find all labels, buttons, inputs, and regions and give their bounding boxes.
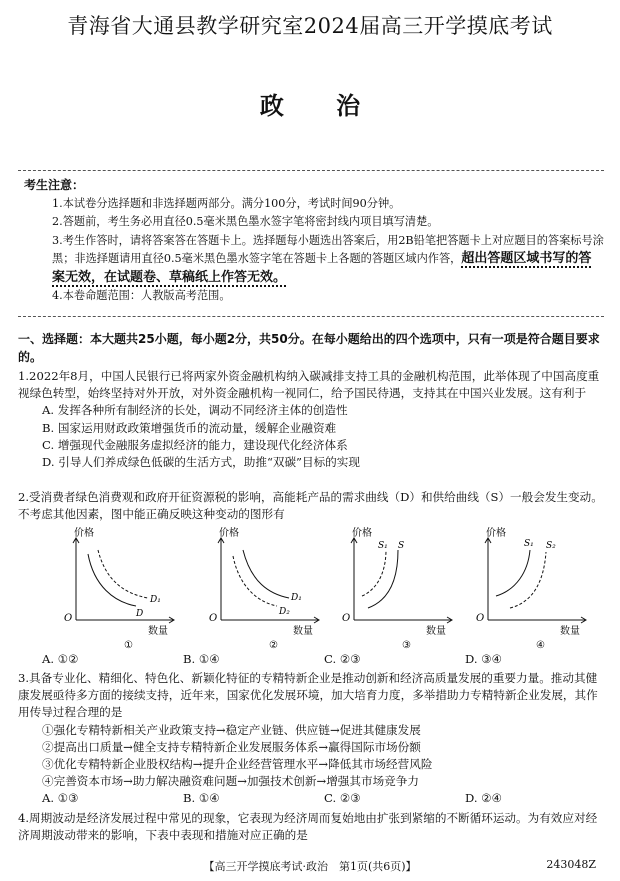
graph-3	[342, 524, 472, 650]
option-b: B. ①④	[183, 652, 220, 666]
divider-bottom	[18, 316, 604, 317]
notice-box	[24, 176, 604, 306]
graph-ylabel: 价格	[486, 528, 506, 539]
notice-item	[24, 287, 604, 306]
option-c: C. 增强现代金融服务虚拟经济的能力，建设现代化经济体系	[42, 437, 348, 452]
notice-heading: 考生注意：	[24, 178, 85, 192]
question-stem: 1.2022年8月，中国人民银行已将两家外资金融机构纳入碳减排支持工具的金融机构范围，此举体现了中国高度重视绿色转型，始终坚持对外开放，对外资金融机构一视同仁，给予国民待遇，支持其在中国兴业发展。这有利于	[18, 369, 600, 401]
option-c: C. ②③	[324, 652, 361, 666]
option-a: A. ①③	[42, 791, 79, 806]
curve-a-label: D	[136, 609, 144, 619]
footer-code: 243048Z	[546, 858, 596, 871]
notice-item-number: 2.	[52, 215, 63, 228]
subject-title: 政 治	[259, 91, 361, 120]
curve-b-label: S₂	[546, 541, 556, 551]
curve-b-label: S	[398, 541, 405, 551]
footer-text: 【高三开学摸底考试·政治 第1页(共6页)】	[203, 860, 417, 873]
curve-a	[496, 550, 530, 596]
graph-row	[64, 524, 612, 650]
question-stem: 3.具备专业化、精细化、特色化、新颖化特征的专精特新企业是推动创新和经济高质量发展的重要力量。推动其健康发展亟待多方面的接续支持，近年来，国家优化发展环境，加大培育力度，多举措助力专精特新企业发展，其作用传导过程合理的是	[18, 671, 598, 720]
notice-item-number: 3.	[52, 233, 63, 247]
curve-a	[88, 554, 136, 606]
graph-4	[476, 524, 606, 650]
curve-b	[233, 556, 277, 606]
notice-emphasis: 超出答题区域书写的答案无效，在试题卷、草稿纸上作答无效。	[52, 251, 592, 285]
option-d: D. ②④	[465, 791, 503, 806]
statement-1: ①强化专精特新相关产业政策支持→稳定产业链、供应链→促进其健康发展	[42, 722, 421, 737]
question-2	[18, 489, 606, 523]
divider-top	[18, 170, 604, 171]
graph-ylabel: 价格	[74, 528, 94, 539]
option-b: B. ①④	[183, 791, 220, 806]
origin-label: O	[342, 613, 351, 624]
question-stem: 2.受消费者绿色消费观和政府开征资源税的影响，高能耗产品的需求曲线（D）和供给曲线（S）一般会发生变动。不考虑其他因素，图中能正确反映这种变动的图形有	[18, 490, 603, 522]
graph-ylabel: 价格	[219, 528, 239, 539]
curve-b-label: D₁	[150, 595, 161, 605]
statement-4: ④完善资本市场→助力解决融资难问题→加强技术创新→增强其市场竞争力	[42, 774, 419, 789]
question-1	[18, 368, 606, 471]
options-row	[18, 651, 606, 668]
graph-2	[209, 524, 339, 650]
graph-xlabel: 数量	[293, 626, 313, 637]
statement-2: ②提高出口质量→健全支持专精特新企业发展服务体系→赢得国际市场份额	[42, 739, 421, 754]
curve-a	[362, 550, 386, 596]
origin-label: O	[209, 613, 218, 624]
option-a: A. 发挥各种所有制经济的长处，调动不同经济主体的创造性	[42, 403, 348, 418]
curve-b	[98, 550, 148, 598]
graph-ylabel: 价格	[352, 528, 372, 539]
options-row	[18, 790, 606, 807]
question-2-options	[18, 651, 606, 668]
graph-1	[64, 524, 194, 650]
curve-a-label: D₁	[291, 593, 302, 603]
origin-label: O	[476, 613, 485, 624]
option-d: D. 引导人们养成绿色低碳的生活方式，助推“双碳”目标的实现	[42, 455, 360, 470]
option-c: C. ②③	[324, 791, 361, 806]
origin-label: O	[64, 613, 73, 624]
notice-item	[24, 195, 604, 214]
curve-b-label: D₂	[279, 607, 290, 617]
section-heading: 一、选择题：本大题共25小题，每小题2分，共50分。在每小题给出的四个选项中，只有一项是符合题目要求的。	[18, 332, 600, 364]
curve-a-label: S₁	[378, 541, 388, 551]
notice-item	[24, 213, 604, 232]
notice-item-text: 答题前，考生务必用直径0.5毫米黑色墨水签字笔将密封线内项目填写清楚。	[62, 215, 439, 228]
curve-a-label: S₁	[524, 539, 534, 549]
graph-number: ②	[269, 640, 278, 650]
graph-number: ①	[124, 640, 133, 650]
notice-item-number: 4.	[52, 289, 63, 302]
statement-3: ③优化专精特新企业股权结构→提升企业经营管理水平→降低其市场经营风险	[42, 757, 433, 772]
graph-xlabel: 数量	[560, 626, 580, 637]
notice-item	[24, 232, 604, 288]
graph-xlabel: 数量	[148, 626, 168, 637]
curve-a	[243, 550, 289, 598]
notice-item-text: 考生作答时，请将答案答在答题卡上。选择题每小题选出答案后，用2B铅笔把答题卡上对应题目的答案标号涂黑；非选择题请用直径0.5毫米黑色墨水签字笔在答题卡上各题的答题区域内作答，	[52, 233, 604, 265]
graph-number: ③	[402, 640, 411, 650]
question-4	[18, 810, 606, 844]
option-b: B. 国家运用财政政策增强货币的流动量，缓解企业融资难	[42, 420, 337, 435]
question-stem: 4.周期波动是经济发展过程中常见的现象，它表现为经济周而复始地由扩张到紧缩的不断循环运动。为有效应对经济周期波动带来的影响，下表中表现和措施对应正确的是	[18, 811, 598, 843]
graph-xlabel: 数量	[426, 626, 446, 637]
option-d: D. ③④	[465, 652, 503, 666]
curve-b	[368, 550, 398, 608]
notice-item-number: 1.	[52, 196, 63, 210]
question-3	[18, 670, 606, 808]
notice-item-text: 本卷命题范围：人教版高考范围。	[62, 289, 231, 302]
graph-number: ④	[536, 640, 545, 650]
exam-title: 青海省大通县教学研究室2024届高三开学摸底考试	[67, 14, 553, 38]
option-a: A. ①②	[42, 652, 79, 666]
notice-item-text: 本试卷分选择题和非选择题两部分。满分100分，考试时间90分钟。	[62, 196, 401, 210]
